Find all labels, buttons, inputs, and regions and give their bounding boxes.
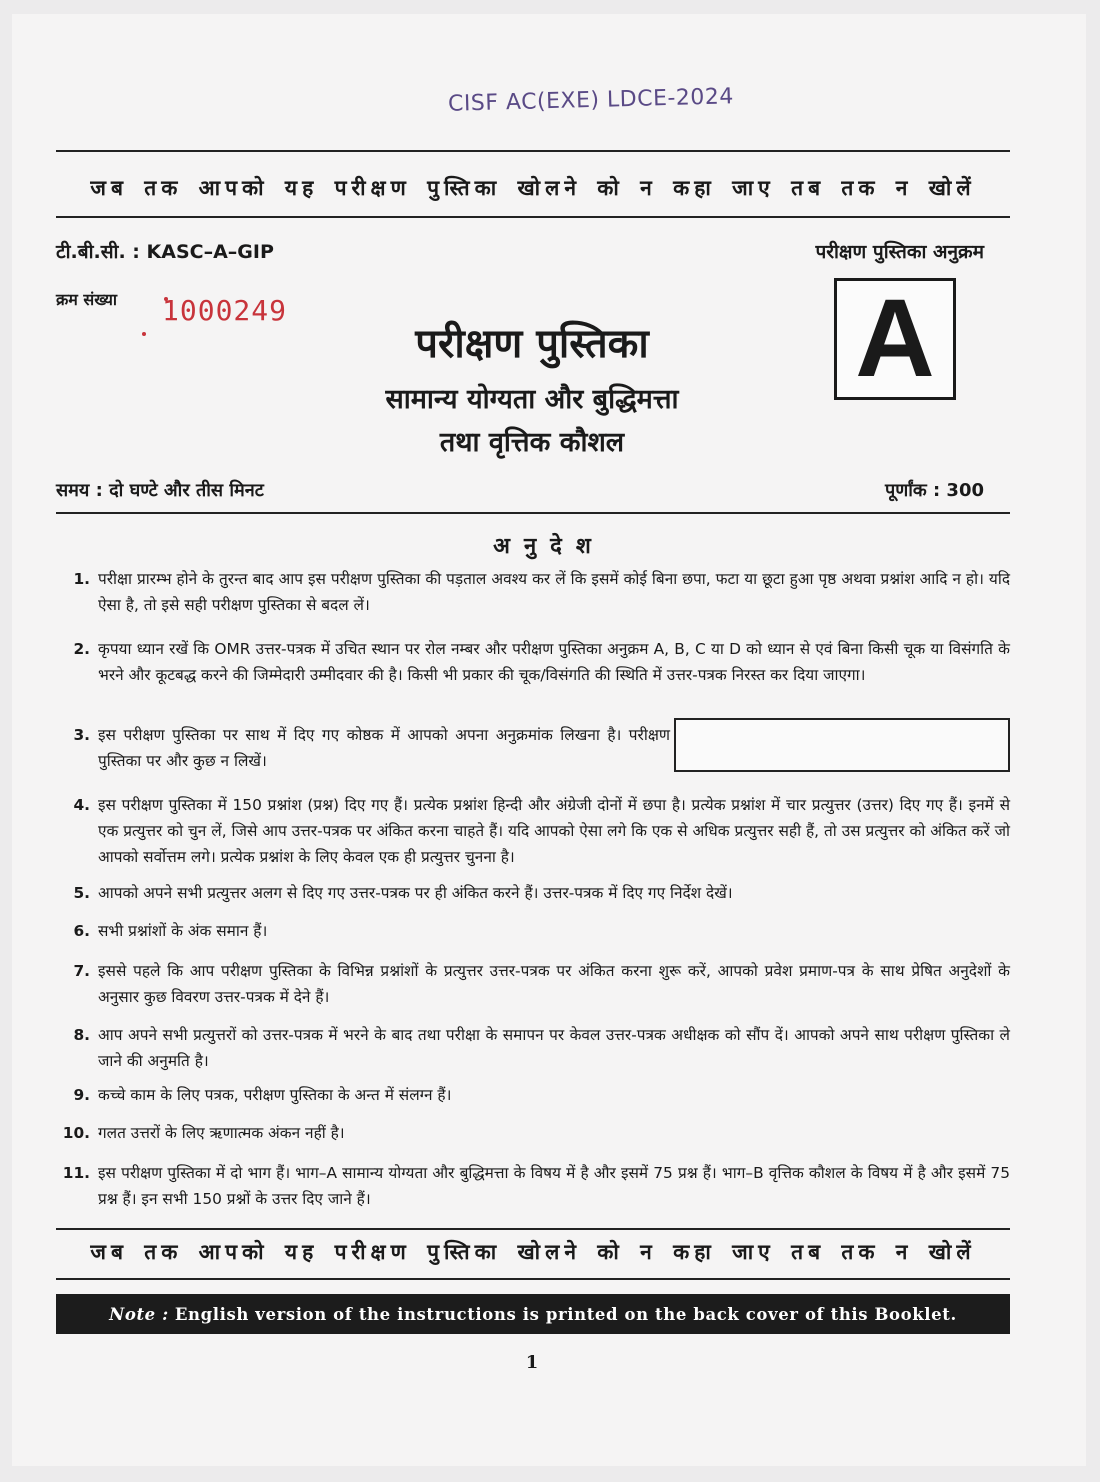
instruction-number: 1. [73, 570, 90, 588]
instruction-item [56, 958, 1010, 1014]
divider [56, 512, 1010, 514]
booklet-page [12, 14, 1086, 1466]
instruction-text: परीक्षा प्रारम्भ होने के तुरन्त बाद आप इस परीक्षण पुस्तिका की पड़ताल अवश्य कर लें कि इसमें कोई बिना छपा, फटा या छूटा हुआ पृष्ठ अथवा प्रश्नांश आदि न हो। यदि ऐसा है, तो इसे सही परीक्षण पुस्तिका से बदल लें। [98, 570, 1010, 614]
instruction-number: 6. [73, 922, 90, 940]
serial-label: क्रम संख्या [56, 290, 118, 309]
page-number: 1 [525, 1352, 539, 1373]
instruction-item [56, 918, 1010, 946]
instruction-text: आप अपने सभी प्रत्युत्तरों को उत्तर-पत्रक में भरने के बाद तथा परीक्षा के समापन पर केवल उत्तर-पत्रक अधीक्षक को सौंप दें। आपको अपने साथ परीक्षण पुस्तिका ले जाने की अनुमति है। [98, 1026, 1010, 1070]
instruction-item [56, 1160, 1010, 1216]
instruction-number: 3. [73, 726, 90, 744]
roll-number-box[interactable] [674, 718, 1010, 772]
english-note-bar [56, 1294, 1010, 1334]
instruction-text: आपको अपने सभी प्रत्युत्तर अलग से दिए गए उत्तर-पत्रक पर ही अंकित करने हैं। उत्तर-पत्रक में दिए गए निर्देश देखें। [98, 884, 733, 902]
instruction-number: 11. [62, 1164, 90, 1182]
instruction-text: इस परीक्षण पुस्तिका में दो भाग हैं। भाग–A सामान्य योग्यता और बुद्धिमत्ता के विषय में है और इसमें 75 प्रश्न हैं। भाग–B वृत्तिक कौशल के विषय में है और इसमें 75 प्रश्न हैं। इन सभी 150 प्रश्नों के उत्तर दिए जाने हैं। [98, 1164, 1010, 1208]
instruction-text: सभी प्रश्नांशों के अंक समान हैं। [98, 922, 268, 940]
instruction-text: इससे पहले कि आप परीक्षण पुस्तिका के विभिन्न प्रश्नांशों के प्रत्युत्तर उत्तर-पत्रक पर अंकित करना शुरू करें, आपको प्रवेश प्रमाण-पत्र के साथ प्रेषित अनुदेशों के अनुसार कुछ विवरण उत्तर-पत्रक में देने हैं। [98, 962, 1010, 1006]
ink-dot [142, 332, 146, 336]
instruction-number: 4. [73, 796, 90, 814]
note-label: Note : [109, 1304, 169, 1324]
max-marks: पूर्णांक : 300 [884, 480, 984, 501]
tbc-code: टी.बी.सी. : KASC–A–GIP [56, 241, 274, 263]
instruction-number: 2. [73, 640, 90, 658]
instruction-number: 10. [62, 1124, 90, 1142]
instruction-text: इस परीक्षण पुस्तिका में 150 प्रश्नांश (प्रश्न) दिए गए हैं। प्रत्येक प्रश्नांश हिन्दी और अंग्रेजी दोनों में छपा है। प्रत्येक प्रश्नांश में चार प्रत्युत्तर (उत्तर) दिए गए हैं। इनमें से एक प्रत्युत्तर को चुन लें, जिसे आप उत्तर-पत्रक पर अंकित करना चाहते हैं। यदि आपको ऐसा लगे कि एक से अधिक प्रत्युत्तर सही हैं, तो उस प्रत्युत्तर को अंकित करें जो आपको सर्वोत्तम लगे। प्रत्येक प्रश्नांश के लिए केवल एक ही प्रत्युत्तर चुनना है। [98, 796, 1010, 866]
warning-banner-top: जब तक आपको यह परीक्षण पुस्तिका खोलने को न कहा जाए तब तक न खोलें [90, 176, 976, 200]
booklet-series-box [834, 278, 956, 400]
instruction-text: इस परीक्षण पुस्तिका पर साथ में दिए गए कोष्ठक में आपको अपना अनुक्रमांक लिखना है। परीक्षण पुस्तिका पर और कुछ न लिखें। [98, 726, 670, 770]
booklet-series-letter: A [855, 277, 935, 400]
serial-number: 1000249 [162, 294, 288, 327]
divider [56, 216, 1010, 218]
instruction-number: 8. [73, 1026, 90, 1044]
instruction-item [56, 636, 1010, 716]
exam-stamp: CISF AC(EXE) LDCE-2024 [447, 84, 735, 117]
instruction-number: 7. [73, 962, 90, 980]
warning-banner-bottom: जब तक आपको यह परीक्षण पुस्तिका खोलने को न कहा जाए तब तक न खोलें [90, 1240, 976, 1264]
instruction-item [56, 566, 1010, 622]
instruction-text: कच्चे काम के लिए पत्रक, परीक्षण पुस्तिका के अन्त में संलग्न हैं। [98, 1086, 452, 1104]
instruction-number: 9. [73, 1086, 90, 1104]
instruction-text: गलत उत्तरों के लिए ऋणात्मक अंकन नहीं है। [98, 1124, 345, 1142]
instructions-heading: अनुदेश [493, 534, 605, 559]
divider [56, 1278, 1010, 1280]
instruction-item [56, 880, 1010, 908]
instruction-item [56, 1120, 1010, 1148]
instruction-item [56, 1022, 1010, 1078]
booklet-title: परीक्षण पुस्तिका [415, 321, 649, 367]
booklet-subtitle-line1: सामान्य योग्यता और बुद्धिमत्ता [385, 384, 679, 415]
booklet-sequence-label: परीक्षण पुस्तिका अनुक्रम [815, 241, 984, 263]
divider [56, 150, 1010, 152]
instruction-text: कृपया ध्यान रखें कि OMR उत्तर-पत्रक में उचित स्थान पर रोल नम्बर और परीक्षण पुस्तिका अनुक्रम A, B, C या D को ध्यान से एवं बिना किसी चूक या विसंगति के भरने और कूटबद्ध करने की जिम्मेदारी उम्मीदवार की है। किसी भी प्रकार की चूक/विसंगति की स्थिति में उत्तर-पत्रक निरस्त कर दिया जाएगा। [98, 640, 1010, 684]
instruction-item [56, 1082, 1010, 1110]
instruction-number: 5. [73, 884, 90, 902]
instruction-item [56, 792, 1010, 874]
note-text: English version of the instructions is printed on the back cover of this Booklet. [174, 1304, 957, 1324]
divider [56, 1228, 1010, 1230]
exam-time: समय : दो घण्टे और तीस मिनट [56, 480, 264, 501]
booklet-subtitle-line2: तथा वृत्तिक कौशल [439, 427, 625, 458]
